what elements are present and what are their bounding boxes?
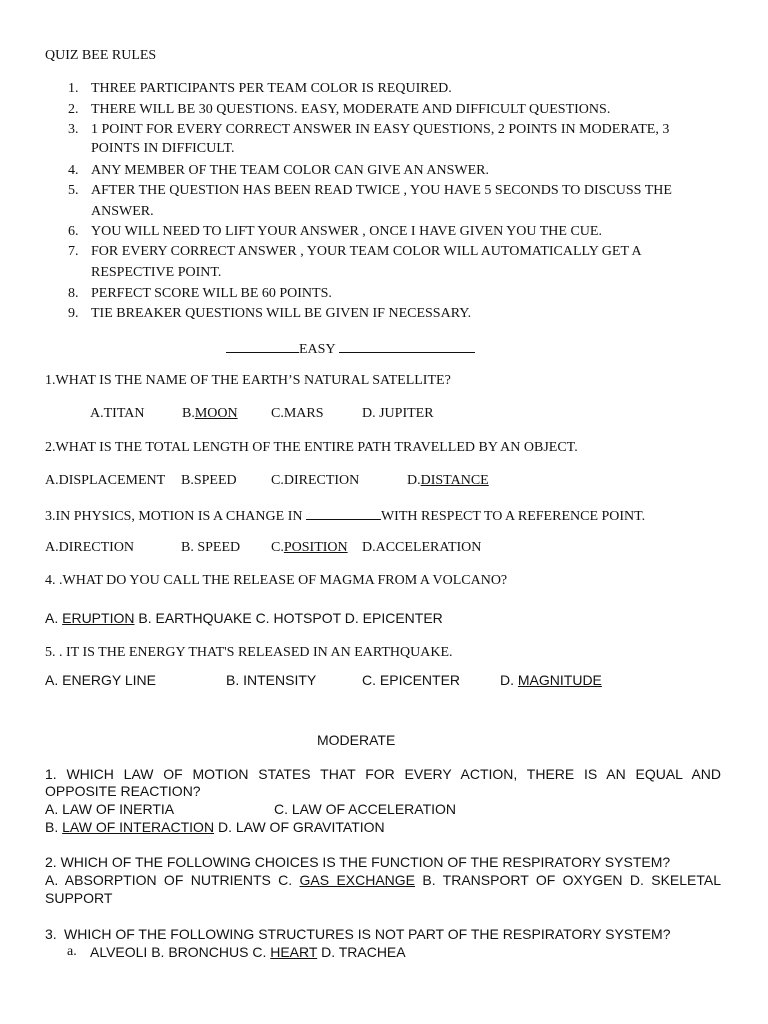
rule-number: 9.: [68, 306, 79, 321]
correct-answer: HEART: [270, 944, 318, 960]
question-text: 5. . IT IS THE ENERGY THAT'S RELEASED IN AN EARTHQUAKE.: [45, 645, 453, 660]
question-text: 4. .WHAT DO YOU CALL THE RELEASE OF MAGMA FROM A VOLCANO?: [45, 573, 508, 588]
rule-text: RESPECTIVE POINT.: [91, 265, 222, 280]
option-c: C. LAW OF ACCELERATION: [274, 801, 457, 817]
question-number: 3.: [45, 926, 57, 942]
option-b: B.MOON: [182, 406, 238, 421]
option-c: C. EPICENTER: [362, 672, 461, 688]
rule-text: AFTER THE QUESTION HAS BEEN READ TWICE , YOU HAVE 5 SECONDS TO DISCUSS THE: [91, 183, 672, 198]
option-d: D.DISTANCE: [407, 473, 489, 488]
correct-answer: POSITION: [283, 540, 348, 555]
rule-text: POINTS IN DIFFICULT.: [91, 141, 235, 156]
correct-answer: MOON: [194, 406, 238, 421]
option-d: D. JUPITER: [362, 406, 434, 421]
heading-text: EASY: [299, 342, 336, 357]
rule-number: 6.: [68, 224, 79, 239]
rule-text: THERE WILL BE 30 QUESTIONS. EASY, MODERATE AND DIFFICULT QUESTIONS.: [91, 102, 611, 117]
question-text: 1. WHICH LAW OF MOTION STATES THAT FOR EVERY ACTION, THERE IS AN EQUAL AND: [45, 766, 721, 782]
rule-text: FOR EVERY CORRECT ANSWER , YOUR TEAM COLOR WILL AUTOMATICALLY GET A: [91, 244, 642, 259]
option-a: A.TITAN: [90, 406, 145, 421]
rule-text: PERFECT SCORE WILL BE 60 POINTS.: [91, 286, 332, 301]
rule-text: ANSWER.: [91, 204, 154, 219]
rule-number: 7.: [68, 244, 79, 259]
rule-number: 2.: [68, 102, 79, 117]
answer-options: A. ERUPTION B. EARTHQUAKE C. HOTSPOT D. EPICENTER: [45, 610, 443, 626]
section-heading-easy: [226, 340, 475, 358]
rule-number: 5.: [68, 183, 79, 198]
rule-number: 4.: [68, 163, 79, 178]
option-a: A. ENERGY LINE: [45, 672, 157, 688]
correct-answer: GAS EXCHANGE: [299, 872, 416, 888]
option-a: A. LAW OF INERTIA: [45, 801, 175, 817]
option-b: B. INTENSITY: [226, 672, 317, 688]
correct-answer: LAW OF INTERACTION: [62, 819, 215, 835]
question-text: 3.IN PHYSICS, MOTION IS A CHANGE IN WITH RESPECT TO A REFERENCE POINT.: [45, 509, 646, 524]
answer-options: B. LAW OF INTERACTION D. LAW OF GRAVITATION: [45, 819, 385, 835]
rule-text: ANY MEMBER OF THE TEAM COLOR CAN GIVE AN ANSWER.: [91, 163, 489, 178]
heading-rule: [226, 340, 299, 353]
option-c: C.MARS: [271, 406, 324, 421]
rule-number: 8.: [68, 286, 79, 301]
heading-rule: [339, 340, 475, 353]
option-c: C.POSITION: [271, 540, 348, 555]
answer-options: A. ABSORPTION OF NUTRIENTS C. GAS EXCHANGE B. TRANSPORT OF OXYGEN D. SKELETAL: [45, 872, 722, 888]
fill-in-blank: [306, 507, 381, 520]
option-a: A.DISPLACEMENT: [45, 473, 166, 488]
option-b: B.SPEED: [181, 473, 237, 488]
option-d: D. MAGNITUDE: [500, 672, 602, 688]
list-bullet: a.: [67, 944, 77, 959]
correct-answer: ERUPTION: [62, 610, 135, 626]
correct-answer: MAGNITUDE: [517, 672, 602, 688]
document-title: QUIZ BEE RULES: [45, 48, 157, 63]
rule-text: YOU WILL NEED TO LIFT YOUR ANSWER , ONCE I HAVE GIVEN YOU THE CUE.: [91, 224, 602, 239]
option-c: C.DIRECTION: [271, 473, 360, 488]
rule-number: 1.: [68, 81, 79, 96]
section-heading-moderate: MODERATE: [317, 732, 396, 748]
rule-number: 3.: [68, 122, 79, 137]
document-page: QUIZ BEE RULES 1. THREE PARTICIPANTS PER TEAM COLOR IS REQUIRED. 2. THERE WILL BE 30 QUESTIONS. EASY, MODERATE AND DIFFICULT QUESTIONS. 3. 1 POINT FOR EVERY CORRECT ANSWER IN EASY QUESTIONS, 2 POINTS IN MODERATE, 3 POINTS IN DIFFICULT. 4. ANY MEMBER OF THE TEAM COLOR CAN GIVE AN ANSWER. 5. AFTER THE QUESTION HAS BEEN READ TWICE , YOU HAVE 5 SECONDS TO DISCUSS THE ANSWER. 6. YOU WILL NEED TO LIFT YOUR ANSWER , ONCE I HAVE GIVEN YOU THE CUE. 7. FOR EVERY CORRECT ANSWER , YOUR TEAM COLOR WILL AUTOMATICALLY GET A RESPECTIVE POINT. 8. PERFECT SCORE WILL BE 60 POINTS. 9. TIE BREAKER QUESTIONS WILL BE GIVEN IF NECESSARY. EASY 1.WHAT IS THE NAME OF THE EARTH’S NATURAL SATELLITE? A.TITAN B.MOON C.MARS D. JUPITER 2.WHAT IS THE TOTAL LENGTH OF THE ENTIRE PATH TRAVELLED BY AN OBJECT. A.DISPLACEMENT B.SPEED C.DIRECTION D.DISTANCE 3.IN PHYSICS, MOTION IS A CHANGE IN WITH RESPECT TO A REFERENCE POINT. A.DIRECTION B. SPEED C.POSITION D.ACCELERATION 4. .WHAT DO YOU CALL THE RELEASE OF MAGMA FROM A VOLCANO? A. ERUPTION B. EARTHQUAKE C. HOTSPOT D. EPICENTER 5. . IT IS THE ENERGY THAT'S RELEASED IN AN EARTHQUAKE. A. ENERGY LINE B. INTENSITY C. EPICENTER D. MAGNITUDE MODERATE 1. WHICH LAW OF MOTION STATES THAT FOR EVERY ACTION, THERE IS AN EQUAL AND OPPOSITE REACTION? A. LAW OF INERTIA C. LAW OF ACCELERATION B. LAW OF INTERACTION D. LAW OF GRAVITATION 2. WHICH OF THE FOLLOWING CHOICES IS THE FUNCTION OF THE RESPIRATORY SYSTEM? A. ABSORPTION OF NUTRIENTS C. GAS EXCHANGE B. TRANSPORT OF OXYGEN D. SKELETAL SUPPORT 3. WHICH OF THE FOLLOWING STRUCTURES IS NOT PART OF THE RESPIRATORY SYSTEM? a. ALVEOLI B. BRONCHUS C. HEART D. TRACHEA: [45, 48, 722, 960]
question-text: 2. WHICH OF THE FOLLOWING CHOICES IS THE FUNCTION OF THE RESPIRATORY SYSTEM?: [45, 854, 671, 870]
question-text: OPPOSITE REACTION?: [45, 783, 201, 799]
option-d: D.ACCELERATION: [362, 540, 482, 555]
question-text: 2.WHAT IS THE TOTAL LENGTH OF THE ENTIRE PATH TRAVELLED BY AN OBJECT.: [45, 440, 578, 455]
option-b: B. SPEED: [181, 540, 241, 555]
rule-text: 1 POINT FOR EVERY CORRECT ANSWER IN EASY QUESTIONS, 2 POINTS IN MODERATE, 3: [91, 122, 670, 137]
question-text: 1.WHAT IS THE NAME OF THE EARTH’S NATURAL SATELLITE?: [45, 373, 451, 388]
answer-options-continued: SUPPORT: [45, 890, 113, 906]
rule-text: THREE PARTICIPANTS PER TEAM COLOR IS REQUIRED.: [91, 81, 452, 96]
option-a: A.DIRECTION: [45, 540, 135, 555]
rule-text: TIE BREAKER QUESTIONS WILL BE GIVEN IF NECESSARY.: [91, 306, 472, 321]
correct-answer: DISTANCE: [420, 473, 489, 488]
